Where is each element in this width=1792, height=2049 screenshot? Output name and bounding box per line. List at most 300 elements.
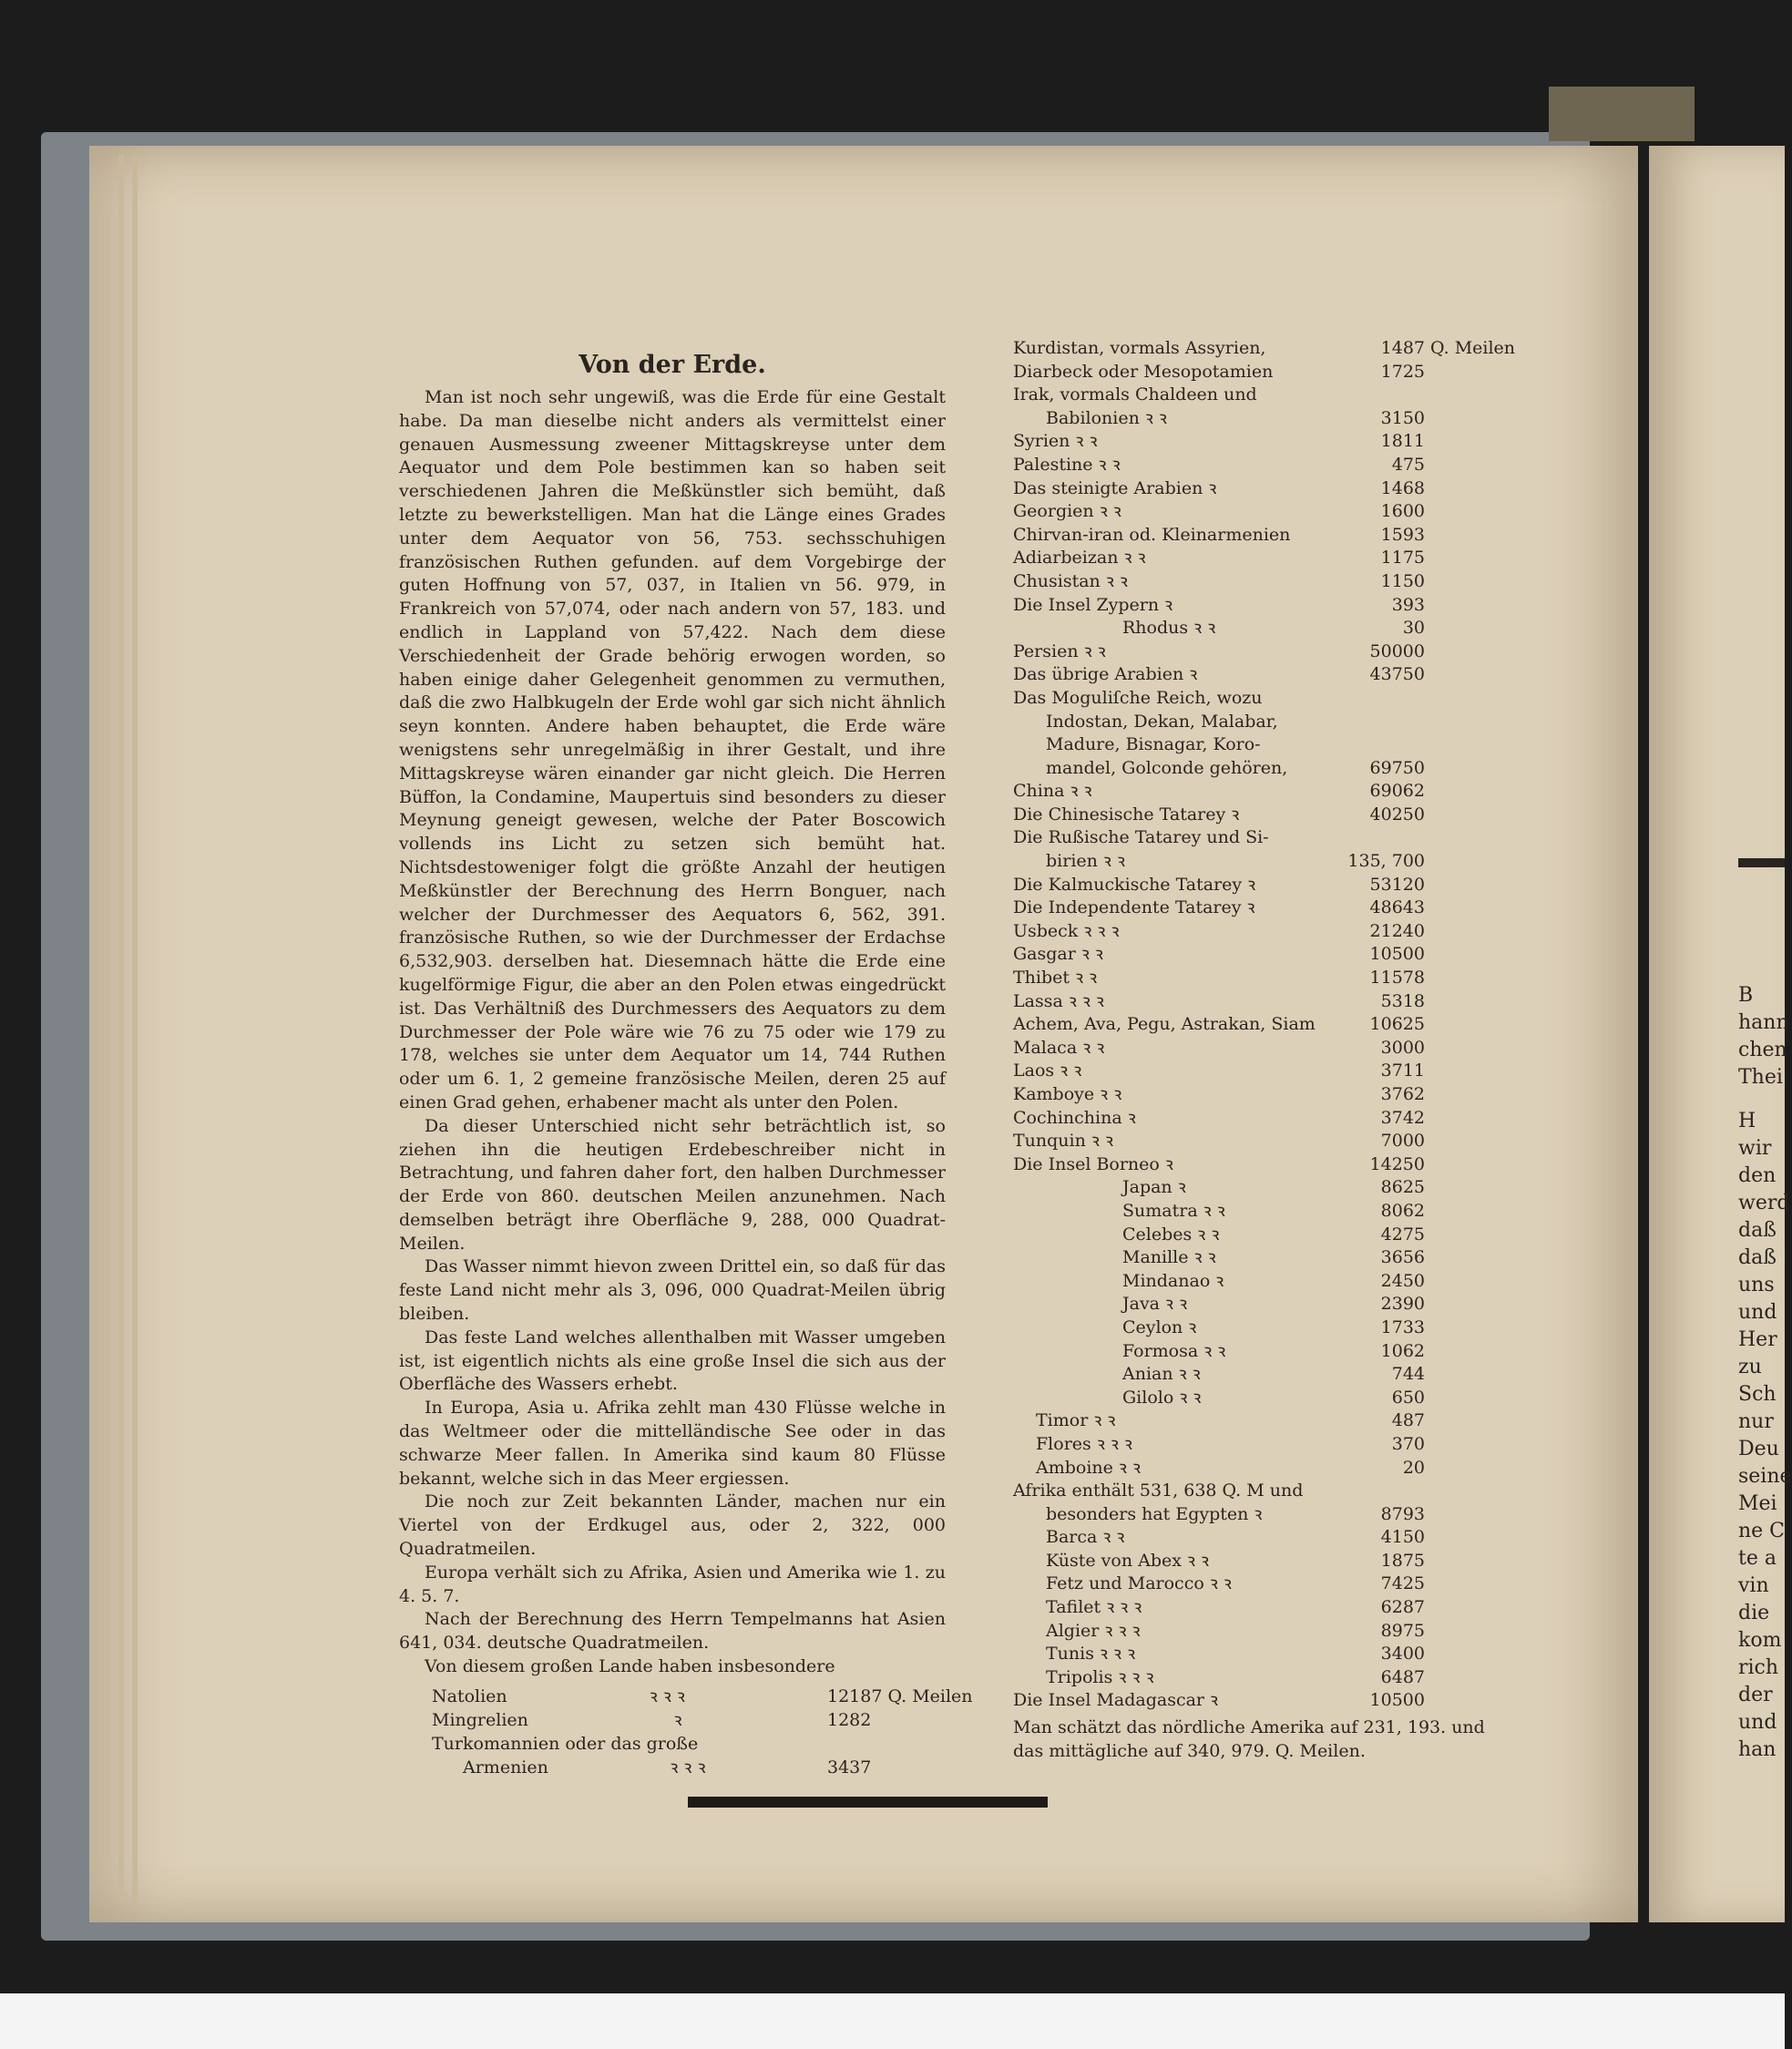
unit-label	[1425, 663, 1512, 687]
paragraph: Nach der Berechnung des Herrn Tempelmanns hat Asien 641, 034. deutsche Quadratmeilen.	[399, 1609, 946, 1654]
unit-label	[1425, 1107, 1512, 1131]
region-name: Persien ꝛ ꝛ	[1013, 640, 1106, 661]
unit-label	[1425, 477, 1512, 501]
right-page-fragment: chen	[1738, 1039, 1787, 1061]
list-item	[1013, 850, 1512, 874]
list-item	[1013, 1224, 1512, 1247]
region-name: Thibet ꝛ ꝛ	[1013, 968, 1098, 989]
unit-label	[1425, 850, 1512, 874]
region-area: 8975	[1380, 1620, 1425, 1641]
region-area: 69750	[1369, 757, 1425, 778]
region-area: 6487	[1380, 1666, 1425, 1687]
list-item	[1013, 1340, 1512, 1364]
unit-label	[1425, 1596, 1512, 1620]
unit-label	[1425, 500, 1512, 524]
region-area: 370	[1391, 1433, 1425, 1454]
unit-label	[1425, 570, 1512, 594]
list-item	[1013, 711, 1512, 734]
region-area: 1875	[1380, 1550, 1425, 1571]
region-name: Madure, Bisnagar, Koro-	[1046, 734, 1261, 755]
list-item	[1013, 1643, 1512, 1666]
right-page-fragment: wir	[1738, 1137, 1772, 1160]
right-page-fragment: der	[1738, 1684, 1773, 1706]
unit-label	[1425, 1363, 1512, 1387]
list-item	[1013, 1316, 1512, 1340]
list-item	[1013, 874, 1512, 897]
list-item	[1013, 780, 1512, 804]
unit-label	[1425, 1200, 1512, 1224]
list-item	[1013, 733, 1512, 757]
right-page-fragment: die	[1738, 1602, 1770, 1624]
region-name: Irak, vormals Chaldeen und	[1013, 384, 1257, 405]
region-area: 1600	[1380, 501, 1425, 522]
region-area: 69062	[1369, 781, 1425, 802]
region-area: 1487	[1380, 338, 1425, 358]
region-name: Die Chinesische Tatarey ꝛ	[1013, 804, 1240, 825]
region-area: 393	[1391, 594, 1425, 615]
right-page-fragment: seine	[1738, 1465, 1792, 1488]
region-area: 11578	[1369, 968, 1425, 989]
unit-label	[1425, 1503, 1512, 1527]
region-area: 487	[1391, 1410, 1425, 1431]
right-page-fragment: B	[1738, 984, 1754, 1007]
region-area: 1468	[1380, 477, 1425, 498]
region-area: 1150	[1380, 570, 1425, 591]
region-area: 48643	[1369, 897, 1425, 918]
region-name: besonders hat Egypten ꝛ	[1046, 1503, 1263, 1524]
list-item	[1013, 1176, 1512, 1200]
right-page-fragment: den	[1738, 1164, 1777, 1187]
list-item	[1013, 1107, 1512, 1131]
region-name: Anian ꝛ ꝛ	[1122, 1364, 1201, 1385]
region-name: Die Insel Borneo ꝛ	[1013, 1153, 1173, 1174]
region-area: 4275	[1380, 1224, 1425, 1245]
paragraph: Da dieser Unterschied nicht sehr beträchtlich ist, so ziehen ihn die heutigen Erdebeschreiber nicht in Betrachtung, und fahren daher fort, den halben Durchmesser der Erde von 860. deutschen Meilen anzunehmen. Nach demselben beträgt ihre Oberfläche 9, 288, 000 Quadrat-Meilen.	[399, 1115, 946, 1254]
left-text-column	[399, 351, 973, 1779]
region-area: 1811	[1380, 431, 1425, 452]
list-item	[1013, 1013, 1512, 1037]
region-name: Tunquin ꝛ ꝛ	[1013, 1131, 1113, 1152]
list-item	[1013, 1083, 1512, 1107]
region-area: 2390	[1380, 1294, 1425, 1315]
paragraph: In Europa, Asia u. Afrika zehlt man 430 Flüsse welche in das Weltmeer oder die mittelländische See oder in das schwarze Meer fallen. In Amerika sind kaum 80 Flüsse bekannt, welche sich in das Meer ergiessen.	[399, 1398, 946, 1489]
region-name: Tripolis ꝛ ꝛ ꝛ	[1046, 1666, 1154, 1687]
list-item	[1013, 1596, 1512, 1620]
unit-label	[1425, 1130, 1512, 1153]
unit-label	[1425, 407, 1512, 431]
list-item	[1013, 384, 1512, 407]
unit-label	[1425, 1153, 1512, 1177]
unit-label	[1425, 1573, 1512, 1596]
region-area: 7425	[1380, 1573, 1425, 1594]
list-item	[399, 1732, 946, 1756]
paragraph: Das Wasser nimmt hievon zween Drittel ein, so daß für das feste Land nicht mehr als 3, 096, 000 Quadrat-Meilen übrig bleiben.	[399, 1256, 946, 1325]
region-name: Tunis ꝛ ꝛ ꝛ	[1046, 1644, 1136, 1665]
region-name: Mindanao ꝛ	[1122, 1270, 1224, 1291]
region-area: 1282	[826, 1709, 872, 1730]
region-area: 53120	[1369, 874, 1425, 895]
list-item	[1013, 896, 1512, 920]
list-item	[1013, 943, 1512, 967]
unit-label	[1425, 1224, 1512, 1247]
unit-label	[1425, 943, 1512, 967]
right-page-fragment: Mei	[1738, 1492, 1777, 1515]
list-item	[1013, 1573, 1512, 1596]
unit-label	[1425, 1457, 1512, 1480]
right-page-fragment: hann	[1738, 1011, 1789, 1034]
region-name: birien ꝛ ꝛ	[1046, 851, 1125, 872]
list-item	[1013, 1409, 1512, 1433]
region-area: 744	[1391, 1364, 1425, 1385]
region-area: 12187 Q. Meilen	[827, 1685, 973, 1706]
unit-label	[1425, 454, 1512, 477]
list-item	[1013, 524, 1512, 548]
list-item	[1013, 500, 1512, 524]
section-heading: Von der Erde.	[579, 351, 766, 379]
unit-label	[1425, 733, 1512, 757]
list-item	[1013, 920, 1512, 944]
region-area: 135, 700	[1347, 851, 1425, 872]
region-area: 3762	[1380, 1084, 1425, 1104]
region-name: Die Insel Madagascar ꝛ	[1013, 1690, 1219, 1711]
list-item	[1013, 1689, 1512, 1713]
region-name: mandel, Golconde gehören,	[1046, 757, 1288, 778]
region-name: Adiarbeizan ꝛ ꝛ	[1013, 548, 1146, 569]
region-name: Kamboye ꝛ ꝛ	[1013, 1084, 1122, 1104]
unit-label	[1425, 594, 1512, 618]
unit-label	[1425, 1316, 1512, 1340]
right-page-fragment: rich	[1738, 1656, 1779, 1679]
list-item	[1013, 570, 1512, 594]
region-name: Fetz und Marocco ꝛ ꝛ	[1046, 1573, 1232, 1594]
asia-regions-list	[399, 1685, 973, 1779]
unit-label	[1425, 524, 1512, 548]
region-area: 3150	[1380, 407, 1425, 428]
unit-label: Q. Meilen	[1430, 338, 1516, 358]
region-area: 1725	[1380, 361, 1425, 382]
region-area: 30	[1402, 618, 1425, 639]
region-name: Usbeck ꝛ ꝛ ꝛ	[1013, 920, 1120, 941]
region-name: Achem, Ava, Pegu, Astrakan, Siam	[1013, 1014, 1316, 1035]
unit-label	[1425, 1246, 1512, 1270]
region-area: 14250	[1369, 1153, 1425, 1174]
region-name: Sumatra ꝛ ꝛ	[1122, 1200, 1225, 1221]
region-name: Georgien ꝛ ꝛ	[1013, 501, 1121, 522]
list-item	[1013, 1200, 1512, 1224]
region-name: Cochinchina ꝛ	[1013, 1107, 1136, 1128]
right-page-fragment: Thei	[1738, 1066, 1783, 1089]
unit-label	[1425, 1666, 1512, 1690]
region-area: 3400	[1380, 1644, 1425, 1665]
region-area: 2450	[1380, 1270, 1425, 1291]
unit-label	[1425, 1013, 1512, 1037]
unit-label	[1425, 757, 1512, 781]
region-name: Gasgar ꝛ ꝛ	[1013, 944, 1103, 965]
book-spine-strip	[1549, 87, 1695, 141]
paragraph: Man ist noch sehr ungewiß, was die Erde für eine Gestalt habe. Da man dieselbe nicht anders als vermittelst einer genauen Ausmessung zweener Mittagskreyse unter dem Aequator und dem Pole bestimmen kan so haben seit verschiedenen Jahren die Meßkünstler sich bemüht, daß letzte zu bewerkstelligen. Man hat die Länge eines Grades unter dem Aequator von 56, 753. sechsschuhigen französischen Ruthen gefunden. auf dem Vorgebirge der guten Hoffnung von 57, 037, in Italien vn 56. 979, in Frankreich von 57,074, oder nach andern von 57, 183. und endlich in Lappland von 57,422. Nach dem diese Verschiedenheit der Grade behörig erwogen worden, so haben einige daher Gelegenheit genommen zu vermuthen, daß die zwo Halbkugeln der Erde wohl gar sich nicht ähnlich seyn konnten. Andere haben behauptet, die Erde wäre wenigstens sehr unregelmäßig in ihrer Gestalt, und ihre Mittagskreyse wären einander gar nicht gleich. Die Herren Büffon, la Condamine, Maupertuis sind besonders zu dieser Meynung geneigt gewesen, welche der Pater Boscowich vollends ins Licht zu setzen sich bemüht hat. Nichtsdestoweniger folgt die größte Anzahl der heutigen Meßkünstler der Berechnung des Herrn Bonguer, nach welcher der Durchmesser des Aequators 6, 562, 391. französische Ruthen, so wie der Durchmesser der Erdachse 6,532,903. derselben hat. Diesemnach hätte die Erde eine kugelförmige Figur, die aber an den Polen etwas eingedrückt ist. Das Verhältniß des Durchmessers des Aequators zu dem Durchmesser der Pole wäre wie 76 zu 75 oder wie 179 zu 178, welches sie unter dem Aequator um 14, 744 Ruthen oder um 6. 1, 2 gemeine französische Meilen, deren 25 auf einen Grad gehen, erhabener macht als unter den Polen.	[399, 387, 946, 1112]
region-name: Mingrelien	[432, 1709, 528, 1730]
left-paragraphs	[399, 386, 946, 1679]
paragraph: Von diesem großen Lande haben insbesondere	[425, 1656, 835, 1677]
list-item	[1013, 477, 1512, 501]
region-name: Chusistan ꝛ ꝛ	[1013, 570, 1128, 591]
region-name: Afrika enthält 531, 638 Q. M und	[1013, 1480, 1304, 1501]
list-item	[1013, 1293, 1512, 1316]
region-name: Küste von Abex ꝛ ꝛ	[1046, 1550, 1210, 1571]
right-page-fragment: Sch	[1738, 1383, 1777, 1406]
region-name: Japan ꝛ	[1122, 1177, 1186, 1198]
list-item	[1013, 1060, 1512, 1083]
paragraph: Die noch zur Zeit bekannten Länder, machen nur ein Viertel von der Erdkugel aus, oder 2, 322, 000 Quadratmeilen.	[399, 1491, 946, 1560]
region-area: 1733	[1380, 1316, 1425, 1337]
list-item	[1013, 454, 1512, 477]
list-item	[1013, 1363, 1512, 1387]
list-item	[1013, 1387, 1512, 1410]
region-area	[827, 1732, 946, 1756]
right-page-fragment: nur	[1738, 1410, 1774, 1433]
region-area: 10500	[1369, 944, 1425, 965]
right-page-fragment: Her	[1738, 1328, 1777, 1351]
region-name: Kurdistan, vormals Assyrien,	[1013, 338, 1266, 358]
region-name: China ꝛ ꝛ	[1013, 781, 1092, 802]
region-name: Die Insel Zypern ꝛ	[1013, 594, 1173, 615]
region-area: 6287	[1380, 1597, 1425, 1618]
region-area-list	[1013, 337, 1516, 1713]
region-area: 10625	[1369, 1014, 1425, 1035]
region-name: Algier ꝛ ꝛ ꝛ	[1046, 1620, 1141, 1641]
region-area: 475	[1391, 454, 1425, 475]
unit-label	[1425, 1620, 1512, 1644]
region-area: 4150	[1380, 1527, 1425, 1548]
region-name: Syrien ꝛ ꝛ	[1013, 431, 1098, 452]
region-area	[1329, 711, 1425, 734]
right-page-fragment: te a	[1738, 1547, 1777, 1570]
region-area	[1329, 733, 1425, 757]
region-area	[1329, 384, 1425, 407]
region-name: Armenien	[463, 1757, 548, 1778]
unit-label	[1425, 780, 1512, 804]
america-summary: Man schätzt das nördliche Amerika auf 231, 193. und das mittägliche auf 340, 979. Q. Meilen.	[1013, 1717, 1485, 1761]
region-name: Barca ꝛ ꝛ	[1046, 1527, 1125, 1548]
region-area: 50000	[1369, 640, 1425, 661]
region-area: 3656	[1380, 1247, 1425, 1268]
list-item	[1013, 1526, 1512, 1550]
region-name: Babilonien ꝛ ꝛ	[1046, 407, 1167, 428]
region-area	[1329, 687, 1425, 711]
right-text-column	[1013, 337, 1516, 1763]
region-name: Celebes ꝛ ꝛ	[1122, 1224, 1220, 1245]
unit-label	[1425, 1270, 1512, 1294]
list-item	[1013, 1153, 1512, 1177]
unit-label	[1425, 804, 1512, 827]
region-area: 21240	[1369, 920, 1425, 941]
region-name: Laos ꝛ ꝛ	[1013, 1060, 1082, 1081]
region-name: Die Kalmuckische Tatarey ꝛ	[1013, 874, 1256, 895]
paragraph: Das feste Land welches allenthalben mit Wasser umgeben ist, ist eigentlich nichts als eine große Insel die sich aus der Oberfläche des Wassers erhebt.	[399, 1327, 946, 1395]
list-item	[1013, 826, 1512, 850]
unit-label	[1425, 1550, 1512, 1573]
region-name: Ceylon ꝛ	[1122, 1316, 1197, 1337]
list-item	[1013, 1666, 1512, 1690]
unit-label	[1425, 1340, 1512, 1364]
unit-label	[1425, 711, 1512, 734]
region-area	[1329, 1480, 1425, 1503]
unit-label	[1425, 687, 1512, 711]
region-area: 650	[1391, 1387, 1425, 1408]
page-edge	[118, 155, 124, 1904]
right-page-fragment: H	[1738, 1110, 1756, 1132]
unit-label	[1425, 1060, 1512, 1083]
page-edge	[132, 155, 138, 1904]
unit-label	[1425, 1480, 1512, 1503]
list-item	[399, 1756, 946, 1779]
right-page-fragment: uns	[1738, 1274, 1775, 1296]
paragraph: Europa verhält sich zu Afrika, Asien und Amerika wie 1. zu 4. 5. 7.	[399, 1562, 946, 1606]
bottom-margin	[0, 1993, 1785, 2049]
list-item	[1013, 757, 1512, 781]
unit-label	[1425, 430, 1512, 454]
list-item	[1013, 1457, 1512, 1480]
right-page-fragment: werd	[1738, 1192, 1790, 1214]
list-item	[1013, 430, 1512, 454]
region-area: 3711	[1380, 1060, 1425, 1081]
region-area: 8062	[1380, 1200, 1425, 1221]
region-name: Tafilet ꝛ ꝛ ꝛ	[1046, 1597, 1142, 1618]
region-area: 8625	[1380, 1177, 1425, 1198]
unit-label	[1425, 1083, 1512, 1107]
right-page-fragment: han	[1738, 1738, 1777, 1761]
unit-label	[1425, 617, 1512, 640]
region-name: Das übrige Arabien ꝛ	[1013, 664, 1198, 685]
ditto-marks: ꝛ	[673, 1709, 682, 1730]
region-name: Das steinigte Arabien ꝛ	[1013, 477, 1217, 498]
list-item	[1013, 967, 1512, 990]
region-area: 5318	[1380, 990, 1425, 1011]
unit-label	[1425, 1433, 1512, 1457]
region-area: 1175	[1380, 548, 1425, 569]
list-item	[1013, 1433, 1512, 1457]
list-item	[1013, 804, 1512, 827]
region-name: Die Independente Tatarey ꝛ	[1013, 897, 1255, 918]
unit-label	[1425, 920, 1512, 944]
region-name: Formosa ꝛ ꝛ	[1122, 1340, 1226, 1361]
list-item	[1013, 1480, 1512, 1503]
list-item	[1013, 361, 1512, 384]
right-page-fragment: und	[1738, 1711, 1777, 1734]
unit-label	[1425, 1689, 1512, 1713]
region-name: Lassa ꝛ ꝛ ꝛ	[1013, 990, 1104, 1011]
region-area: 1062	[1380, 1340, 1425, 1361]
region-name: Timor ꝛ ꝛ	[1036, 1410, 1116, 1431]
region-name: Rhodus ꝛ ꝛ	[1122, 618, 1216, 639]
right-page-fragment: ne C	[1738, 1520, 1786, 1542]
right-page-rule	[1738, 858, 1785, 867]
region-name: Turkomannien oder das große	[432, 1733, 699, 1754]
unit-label	[1425, 640, 1512, 664]
list-item	[1013, 640, 1512, 664]
list-item	[1013, 407, 1512, 431]
unit-label	[1425, 1176, 1512, 1200]
unit-label	[1425, 361, 1512, 384]
list-item	[1013, 1620, 1512, 1644]
list-item	[399, 1708, 946, 1732]
right-page-fragment: kom	[1738, 1629, 1782, 1652]
list-item	[1013, 1246, 1512, 1270]
unit-label	[1425, 1643, 1512, 1666]
region-name: Java ꝛ ꝛ	[1122, 1294, 1188, 1315]
ditto-marks: ꝛ ꝛ ꝛ	[649, 1685, 685, 1706]
region-area: 20	[1402, 1457, 1425, 1478]
section-end-rule	[688, 1797, 1048, 1808]
list-item	[1013, 1270, 1512, 1294]
region-area: 10500	[1369, 1690, 1425, 1711]
list-item	[1013, 617, 1512, 640]
list-item	[1013, 663, 1512, 687]
list-item	[399, 1685, 973, 1708]
unit-label	[1425, 990, 1512, 1014]
region-area: 3437	[827, 1757, 872, 1778]
region-name: Die Rußische Tatarey und Si-	[1013, 827, 1269, 848]
region-name: Chirvan-iran od. Kleinarmenien	[1013, 524, 1291, 545]
list-item	[1013, 547, 1512, 570]
list-item	[1013, 337, 1516, 361]
unit-label	[1425, 874, 1512, 897]
right-page-fragment: vin	[1738, 1574, 1769, 1597]
unit-label	[1425, 1387, 1512, 1410]
unit-label	[1425, 826, 1512, 850]
region-name: Manille ꝛ ꝛ	[1122, 1247, 1216, 1268]
region-name: Indostan, Dekan, Malabar,	[1046, 711, 1278, 732]
right-page-fragment: und	[1738, 1301, 1777, 1324]
region-area: 3742	[1380, 1107, 1425, 1128]
region-name: Malaca ꝛ ꝛ	[1013, 1037, 1105, 1058]
region-area: 3000	[1380, 1037, 1425, 1058]
region-area: 7000	[1380, 1131, 1425, 1152]
list-item	[1013, 1130, 1512, 1153]
right-page-fragment: Deu	[1738, 1438, 1779, 1460]
list-item	[1013, 1503, 1512, 1527]
unit-label	[1425, 384, 1512, 407]
region-area: 43750	[1369, 664, 1425, 685]
right-page-fragment: daß	[1738, 1219, 1777, 1242]
list-item	[1013, 1550, 1512, 1573]
unit-label	[1425, 1037, 1512, 1060]
region-area: 40250	[1369, 804, 1425, 825]
list-item	[1013, 594, 1512, 618]
list-item	[1013, 687, 1512, 711]
unit-label	[1425, 967, 1512, 990]
region-area	[1329, 826, 1425, 850]
ditto-marks: ꝛ ꝛ ꝛ	[670, 1757, 706, 1778]
unit-label	[1425, 1526, 1512, 1550]
region-area: 1593	[1380, 524, 1425, 545]
region-name: Das Moguliſche Reich, wozu	[1013, 687, 1263, 708]
region-name: Amboine ꝛ ꝛ	[1036, 1457, 1141, 1478]
region-name: Diarbeck oder Mesopotamien	[1013, 361, 1274, 382]
region-name: Natolien	[432, 1685, 507, 1706]
list-item	[1013, 1037, 1512, 1060]
region-area: 8793	[1380, 1503, 1425, 1524]
right-page-fragment: zu	[1738, 1356, 1762, 1378]
list-item	[1013, 990, 1512, 1014]
region-name: Gilolo ꝛ ꝛ	[1122, 1387, 1202, 1408]
right-page-fragment: daß	[1738, 1246, 1777, 1269]
region-name: Palestine ꝛ ꝛ	[1013, 454, 1121, 475]
unit-label	[1425, 547, 1512, 570]
unit-label	[1425, 896, 1512, 920]
region-name: Flores ꝛ ꝛ ꝛ	[1036, 1433, 1132, 1454]
unit-label	[1425, 1409, 1512, 1433]
